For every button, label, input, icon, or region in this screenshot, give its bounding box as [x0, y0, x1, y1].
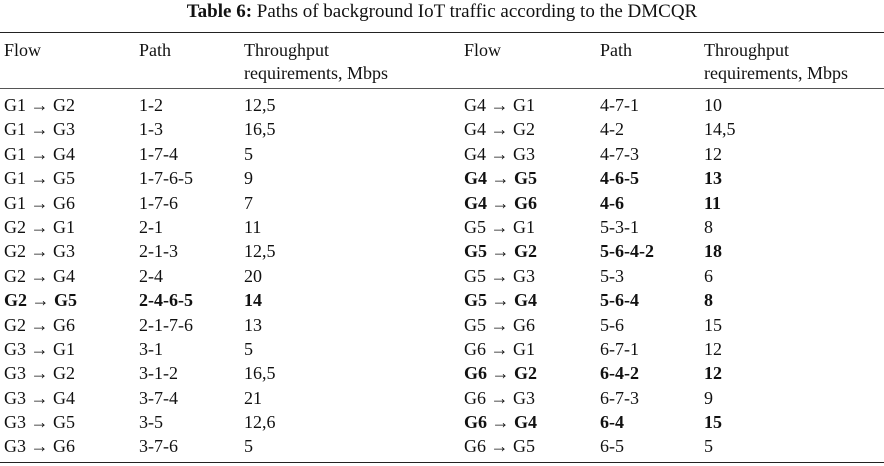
flow-cell: G1 → G6	[4, 192, 75, 213]
throughput-cell: 5	[244, 338, 253, 359]
caption-label: Table 6:	[186, 1, 253, 22]
header-throughput-line2: requirements, Mbps	[704, 63, 848, 83]
throughput-cell: 16,5	[244, 119, 276, 140]
table-row	[4, 361, 460, 385]
throughput-cell: 21	[244, 387, 262, 408]
table-row	[4, 264, 460, 288]
path-cell: 5-6-4	[600, 290, 639, 311]
throughput-cell: 5	[704, 436, 713, 457]
left-header-row	[4, 33, 460, 87]
table-row	[464, 337, 884, 361]
header-rule	[0, 88, 884, 89]
throughput-cell: 12	[704, 363, 722, 384]
flow-cell: G5 → G2	[464, 241, 538, 262]
path-cell: 5-3	[600, 265, 624, 286]
flow-cell: G4 → G2	[464, 119, 535, 140]
flow-cell: G3 → G4	[4, 387, 75, 408]
throughput-cell: 13	[244, 314, 262, 335]
path-cell: 1-7-6-5	[139, 168, 193, 189]
flow-cell: G6 → G3	[464, 387, 535, 408]
path-cell: 3-1-2	[139, 363, 178, 384]
path-cell: 3-7-4	[139, 387, 178, 408]
header-throughput-line1: Throughput	[704, 40, 789, 60]
table-row	[464, 93, 884, 117]
table-row	[464, 191, 884, 215]
path-cell: 4-6	[600, 192, 624, 213]
flow-cell: G6 → G2	[464, 363, 538, 384]
path-cell: 2-4-6-5	[139, 290, 193, 311]
path-cell: 6-7-3	[600, 387, 639, 408]
throughput-cell: 12,5	[244, 95, 276, 115]
flow-cell: G6 → G5	[464, 436, 535, 457]
header-throughput	[704, 39, 848, 85]
path-cell: 6-4	[600, 412, 624, 433]
flow-cell: G5 → G4	[464, 290, 538, 311]
caption-text: Paths of background IoT traffic according to the DMCQR	[256, 1, 698, 22]
path-cell: 1-2	[139, 95, 163, 115]
flow-cell: G1 → G3	[4, 119, 75, 140]
flow-cell: G3 → G1	[4, 338, 75, 359]
flow-cell: G1 → G5	[4, 168, 75, 189]
table-row	[464, 386, 884, 410]
throughput-cell: 5	[244, 436, 253, 457]
throughput-cell: 12	[704, 338, 722, 359]
table-row	[4, 434, 460, 458]
path-cell: 3-1	[139, 338, 163, 359]
throughput-cell: 8	[704, 216, 713, 237]
flow-cell: G2 → G4	[4, 265, 75, 286]
flow-cell: G4 → G3	[464, 143, 535, 164]
header-throughput-line2: requirements, Mbps	[244, 63, 388, 83]
flow-cell: G1 → G4	[4, 143, 75, 164]
table-row	[464, 313, 884, 337]
throughput-cell: 12,5	[244, 241, 276, 262]
path-cell: 4-7-3	[600, 143, 639, 164]
path-cell: 6-4-2	[600, 363, 639, 384]
table-row	[4, 215, 460, 239]
header-throughput	[244, 39, 388, 85]
path-cell: 3-5	[139, 412, 163, 433]
flow-cell: G2 → G5	[4, 290, 78, 311]
table-row	[464, 166, 884, 190]
throughput-cell: 12,6	[244, 412, 276, 433]
throughput-cell: 18	[704, 241, 722, 262]
path-cell: 4-6-5	[600, 168, 639, 189]
table-row	[4, 239, 460, 263]
flow-cell: G5 → G6	[464, 314, 535, 335]
table-row	[464, 142, 884, 166]
throughput-cell: 5	[244, 143, 253, 164]
flow-cell: G5 → G1	[464, 216, 535, 237]
throughput-cell: 9	[244, 168, 253, 189]
path-cell: 4-2	[600, 119, 624, 140]
flow-cell: G4 → G1	[464, 95, 535, 115]
throughput-cell: 20	[244, 265, 262, 286]
path-cell: 6-5	[600, 436, 624, 457]
header-path: Path	[600, 40, 633, 60]
path-cell: 3-7-6	[139, 436, 178, 457]
table-row	[464, 215, 884, 239]
right-table-half	[464, 33, 884, 457]
table-row	[4, 166, 460, 190]
table-row	[464, 410, 884, 434]
throughput-cell: 11	[704, 192, 722, 213]
table-row	[4, 410, 460, 434]
path-cell: 2-1-7-6	[139, 314, 193, 335]
header-flow: Flow	[4, 40, 42, 60]
throughput-cell: 14	[244, 290, 262, 311]
path-cell: 1-3	[139, 119, 163, 140]
table-row	[4, 142, 460, 166]
flow-cell: G5 → G3	[464, 265, 535, 286]
path-cell: 6-7-1	[600, 338, 639, 359]
left-table-body	[4, 93, 460, 459]
table-row	[4, 313, 460, 337]
flow-cell: G3 → G2	[4, 363, 75, 384]
left-table-half	[4, 33, 460, 457]
table-row	[464, 264, 884, 288]
throughput-cell: 14,5	[704, 119, 736, 140]
table-row	[464, 239, 884, 263]
table-row	[464, 434, 884, 458]
path-cell: 2-1	[139, 216, 163, 237]
flow-cell: G6 → G1	[464, 338, 535, 359]
flow-cell: G4 → G5	[464, 168, 538, 189]
flow-cell: G1 → G2	[4, 95, 75, 115]
flow-cell: G2 → G1	[4, 216, 75, 237]
flow-cell: G6 → G4	[464, 412, 538, 433]
throughput-cell: 8	[704, 290, 713, 311]
flow-cell: G4 → G6	[464, 192, 538, 213]
flow-cell: G2 → G6	[4, 314, 75, 335]
path-cell: 4-7-1	[600, 95, 639, 115]
throughput-cell: 13	[704, 168, 722, 189]
table-row	[4, 386, 460, 410]
header-throughput-line1: Throughput	[244, 40, 329, 60]
right-header-row	[464, 33, 884, 87]
flow-cell: G3 → G5	[4, 412, 75, 433]
path-cell: 2-1-3	[139, 241, 178, 262]
table-row	[4, 93, 460, 117]
table-row	[4, 117, 460, 141]
table-row	[4, 337, 460, 361]
throughput-cell: 9	[704, 387, 713, 408]
right-table-body	[464, 93, 884, 459]
throughput-cell: 11	[244, 216, 262, 237]
path-cell: 1-7-6	[139, 192, 178, 213]
path-cell: 2-4	[139, 265, 163, 286]
path-cell: 5-6-4-2	[600, 241, 654, 262]
table-caption	[0, 0, 884, 26]
throughput-cell: 15	[704, 412, 722, 433]
path-cell: 5-6	[600, 314, 624, 335]
path-cell: 5-3-1	[600, 216, 639, 237]
table-row	[464, 288, 884, 312]
throughput-cell: 7	[244, 192, 253, 213]
header-path: Path	[139, 40, 172, 60]
throughput-cell: 15	[704, 314, 722, 335]
throughput-cell: 16,5	[244, 363, 276, 384]
throughput-cell: 12	[704, 143, 722, 164]
bottom-rule	[0, 462, 884, 463]
path-cell: 1-7-4	[139, 143, 178, 164]
flow-cell: G3 → G6	[4, 436, 75, 457]
header-flow: Flow	[464, 40, 502, 60]
table-row	[4, 191, 460, 215]
table-row	[4, 288, 460, 312]
throughput-cell: 6	[704, 265, 713, 286]
flow-cell: G2 → G3	[4, 241, 75, 262]
throughput-cell: 10	[704, 95, 722, 115]
table-row	[464, 361, 884, 385]
table-row	[464, 117, 884, 141]
